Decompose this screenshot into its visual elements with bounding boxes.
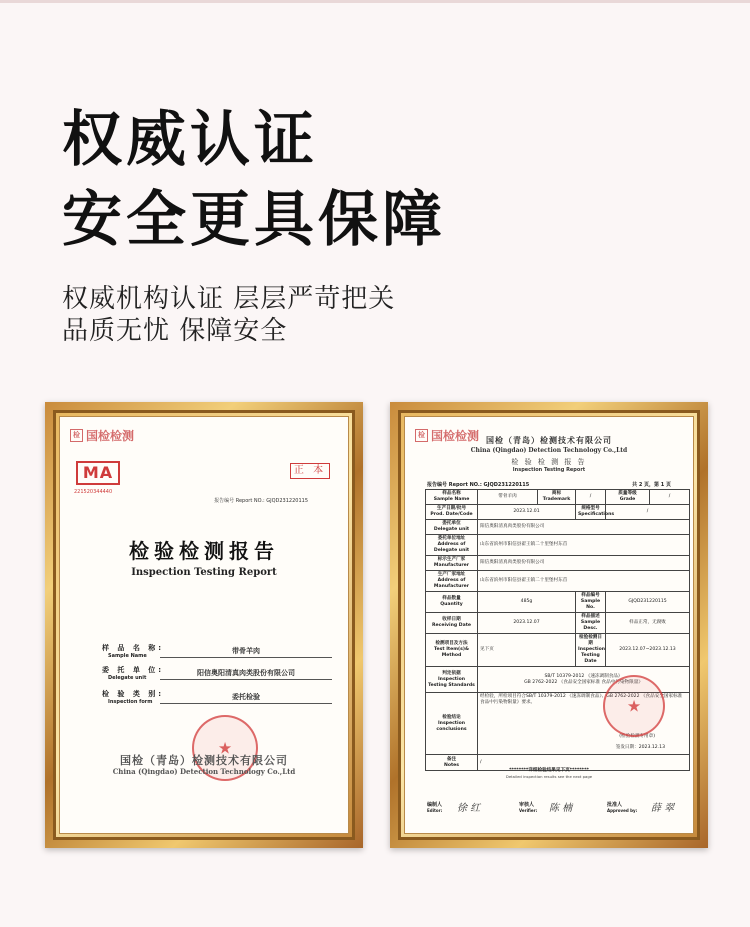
field-label-en: Inspection form xyxy=(108,699,153,705)
table-cell: 阳信奥阳清真肉类股份有限公司 xyxy=(478,520,690,535)
signature-editor: 编制人 Editor: 徐 红 xyxy=(427,801,442,813)
table-cell: 山东省滨州市阳信县翟王镇二十里堡村东首 xyxy=(478,571,690,592)
table-row: 判定依据 Inspection Testing Standards SB/T 10379-2012 《速冻调制食品》 GB 2762-2022 《食品安全国家标准 食品中污染物限量》 xyxy=(426,667,690,693)
certificate-frame-left xyxy=(45,402,363,848)
star-icon: ★ xyxy=(217,738,233,758)
table-row: 委托单位地址 Address of Delegate unit 山东省滨州市阳信县翟王镇二十里堡村东首 xyxy=(426,535,690,556)
field-delegate-unit xyxy=(102,665,332,687)
field-label: 委 托 单 位: xyxy=(102,666,165,674)
table-cell: 经检验，所检项目符合SB/T 10379-2012 《速冻调制食品》、GB 2762-2022 《食品安全国家标准 食品中污染物限量》要求。 (检验检测专用章) 签发日期：2023.12.13 xyxy=(478,693,690,755)
table-cell: 阳信奥阳清真肉类股份有限公司 xyxy=(478,556,690,571)
signature-name: 陈 楠 xyxy=(549,803,573,814)
certificate-frame-right xyxy=(390,402,708,848)
report-title-en: Inspection Testing Report xyxy=(512,467,586,473)
field-label: 检 验 类 别: xyxy=(102,690,165,698)
brand-logo xyxy=(70,427,134,444)
table-row: 样品名称 Sample Name 带骨羊肉 商标 Trademark / 质量等级 Grade / xyxy=(426,490,690,505)
subheadline-line-1: 权威机构认证 层层严苛把关 xyxy=(62,284,396,314)
signature-approver: 批准人 Approved by: 薛 翠 xyxy=(607,801,637,813)
signature-name: 徐 红 xyxy=(457,803,481,814)
table-row: 收样日期 Receiving Date 2023.12.07 样品描述 Sample Desc. 样品正常，无腐败 xyxy=(426,613,690,634)
table-cell: 样品正常，无腐败 xyxy=(606,613,690,634)
signature-name: 薛 翠 xyxy=(651,803,675,814)
table-row: 检验结论 Inspection conclusions 经检验，所检项目符合SB/T 10379-2012 《速冻调制食品》、GB 2762-2022 《食品安全国家标准 食品中污染物限量》要求。 (检验检测专用章) 签发日期：2023.12.13 xyxy=(426,693,690,755)
table-cell: 485g xyxy=(478,592,576,613)
headline-line-2: 安全更具保障 xyxy=(62,185,446,255)
certificate-report-page xyxy=(404,416,694,834)
report-title: 检验检测报告 xyxy=(129,539,279,563)
field-label-en: Delegate unit xyxy=(108,675,147,681)
subheadline-line-2: 品质无忧 保障安全 xyxy=(62,316,288,346)
field-value: 委托检验 xyxy=(160,692,332,704)
table-cell: / xyxy=(650,490,690,505)
star-icon: ★ xyxy=(626,696,642,716)
headline xyxy=(62,100,446,260)
table-row: 检测项目及方法 Test Item(s)& Method 见下页 检验检测日期 Inspection Testing Date 2023.12.07~2023.12.13 xyxy=(426,634,690,667)
table-cell: 带骨羊肉 xyxy=(478,490,538,505)
headline-line-1: 权威认证 xyxy=(62,105,318,175)
field-value: 阳信奥阳清真肉类股份有限公司 xyxy=(160,668,332,680)
table-cell: 2023.12.07 xyxy=(478,613,576,634)
table-cell: / xyxy=(478,755,690,771)
original-copy-stamp: 正 本 xyxy=(290,463,330,479)
signature-row xyxy=(427,801,675,821)
field-inspection-form xyxy=(102,689,332,711)
ma-certification-logo: MA xyxy=(76,461,120,485)
brand-seal-icon: 检 xyxy=(70,429,83,442)
brand-seal-icon: 检 xyxy=(415,429,428,442)
field-label-en: Sample Name xyxy=(108,653,147,659)
ma-certification-number: 221520344440 xyxy=(74,489,113,495)
table-row: 标示生产厂家 Manufacturer 阳信奥阳清真肉类股份有限公司 xyxy=(426,556,690,571)
report-title-en: Inspection Testing Report xyxy=(131,567,277,578)
footnote: ********详细检验结果见下页******** xyxy=(509,768,589,773)
table-cell: 2023.12.01 xyxy=(478,505,576,520)
org-name: 国检（青岛）检测技术有限公司 xyxy=(486,436,612,445)
report-title: 检 验 检 测 报 告 xyxy=(511,458,587,466)
table-cell: / xyxy=(576,490,606,505)
table-cell: / xyxy=(606,505,690,520)
report-number: 报告编号 Report NO.: GJQD231220115 xyxy=(214,498,308,504)
issuer-name-en: China (Qingdao) Detection Technology Co.,Ltd xyxy=(112,767,296,776)
table-cell: 山东省滨州市阳信县翟王镇二十里堡村东首 xyxy=(478,535,690,556)
table-row: 生产厂家地址 Address of Manufacturer 山东省滨州市阳信县翟王镇二十里堡村东首 xyxy=(426,571,690,592)
page-indicator: 共 2 页，第 1 页 xyxy=(632,482,671,488)
table-cell: SB/T 10379-2012 《速冻调制食品》 GB 2762-2022 《食品安全国家标准 食品中污染物限量》 xyxy=(478,667,690,693)
signature-verifier: 审核人 Verifier: 陈 楠 xyxy=(519,801,537,813)
table-row: 样品数量 Quantity 485g 样品编号 Sample No. GJQD231220115 xyxy=(426,592,690,613)
report-number: 报告编号 Report NO.: GJQD231220115 xyxy=(427,482,530,488)
certificate-cover xyxy=(59,416,349,834)
table-cell: 见下页 xyxy=(478,634,576,667)
table-cell: GJQD231220115 xyxy=(606,592,690,613)
footnote-en: Detailed inspection results see the next page xyxy=(505,774,593,779)
table-row: 生产日期/批号 Prod. Date/Code 2023.12.01 规格型号 Specifications / xyxy=(426,505,690,520)
table-cell: 2023.12.07~2023.12.13 xyxy=(606,634,690,667)
frame-inner-border xyxy=(53,410,355,840)
official-seal xyxy=(603,675,665,737)
subheadline xyxy=(62,283,395,347)
table-row: 备注 Notes / xyxy=(426,755,690,771)
top-divider xyxy=(0,0,750,3)
field-value: 带骨羊肉 xyxy=(160,646,332,658)
frame-inner-border xyxy=(398,410,700,840)
field-sample-name xyxy=(102,643,332,665)
brand-name: 国检检测 xyxy=(86,429,135,443)
brand-name: 国检检测 xyxy=(431,429,480,443)
field-label: 样 品 名 称: xyxy=(102,644,165,652)
org-name-en: China (Qingdao) Detection Technology Co.,Ltd xyxy=(470,447,628,454)
table-row: 委托单位 Delegate unit 阳信奥阳清真肉类股份有限公司 xyxy=(426,520,690,535)
issuer-name: 国检（青岛）检测技术有限公司 xyxy=(120,754,288,767)
